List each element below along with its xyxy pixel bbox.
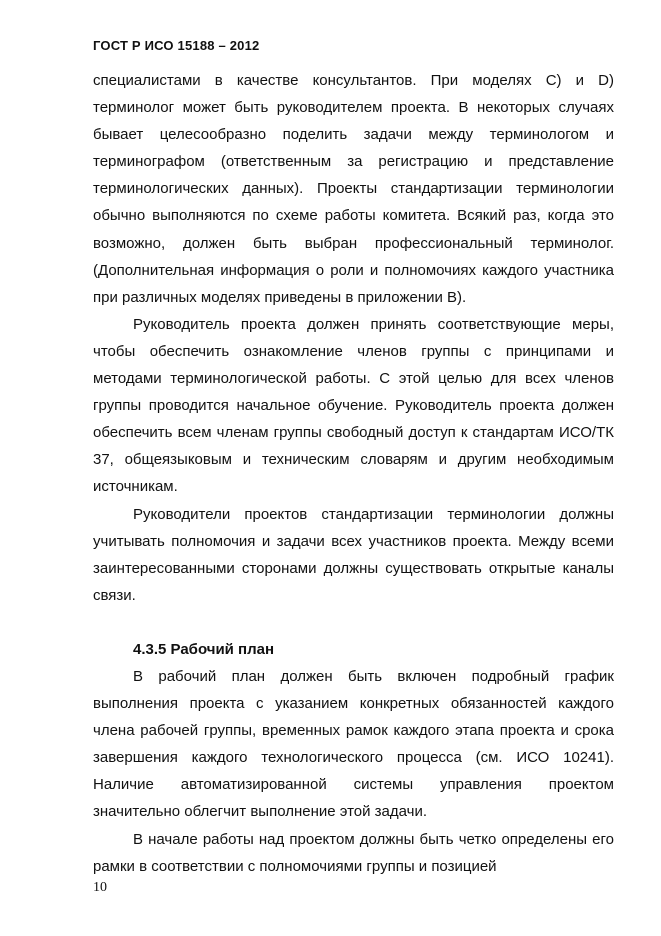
paragraph-communication-channels: Руководители проектов стандартизации терминологии должны учитывать полномочия и задачи всех участников проекта. Между всеми заинтересованными сторонами должны существовать открытые каналы связи. <box>93 505 614 604</box>
page-number: 10 <box>93 880 107 895</box>
section-heading-work-plan: 4.3.5 Рабочий план <box>133 640 275 658</box>
paragraph-project-leader-training: Руководитель проекта должен принять соответствующие меры, чтобы обеспечить ознакомление членов группы с принципами и методами терминологической работы. С этой целью для всех членов группы проводится начальное обучение. Руководитель проекта должен обеспечить всем членам группы свободный доступ к стандартам ИСО/ТК 37, общеязыковым и техническим словарям и другим необходимым источникам. <box>93 315 614 496</box>
paragraph-consultants: специалистами в качестве консультантов. При моделях C) и D) терминолог может быть руководителем проекта. В некоторых случаях бывает целесообразно поделить задачи между терминологом и терминографом (ответственным за регистрацию и представление терминологических данных). Проекты стандартизации терминологии обычно выполняются по схеме работы комитета. Всякий раз, когда это возможно, должен быть выбран профессиональный терминолог. (Дополнительная информация о роли и полномочиях каждого участника при различных моделях приведены в приложении В). <box>93 72 614 306</box>
paragraph-work-plan-schedule: В рабочий план должен быть включен подробный график выполнения проекта с указанием конкретных обязанностей каждого члена рабочей группы, временных рамок каждого этапа проекта и срока завершения каждого технологического процесса (см. ИСО 10241). Наличие автоматизированной системы управления проектом значительно облегчит выполнение этой задачи. <box>93 667 614 821</box>
paragraph-project-scope: В начале работы над проектом должны быть четко определены его рамки в соответствии с полномочиями группы и позицией <box>93 830 614 875</box>
document-header: ГОСТ Р ИСО 15188 – 2012 <box>93 38 260 53</box>
document-body <box>93 67 614 880</box>
